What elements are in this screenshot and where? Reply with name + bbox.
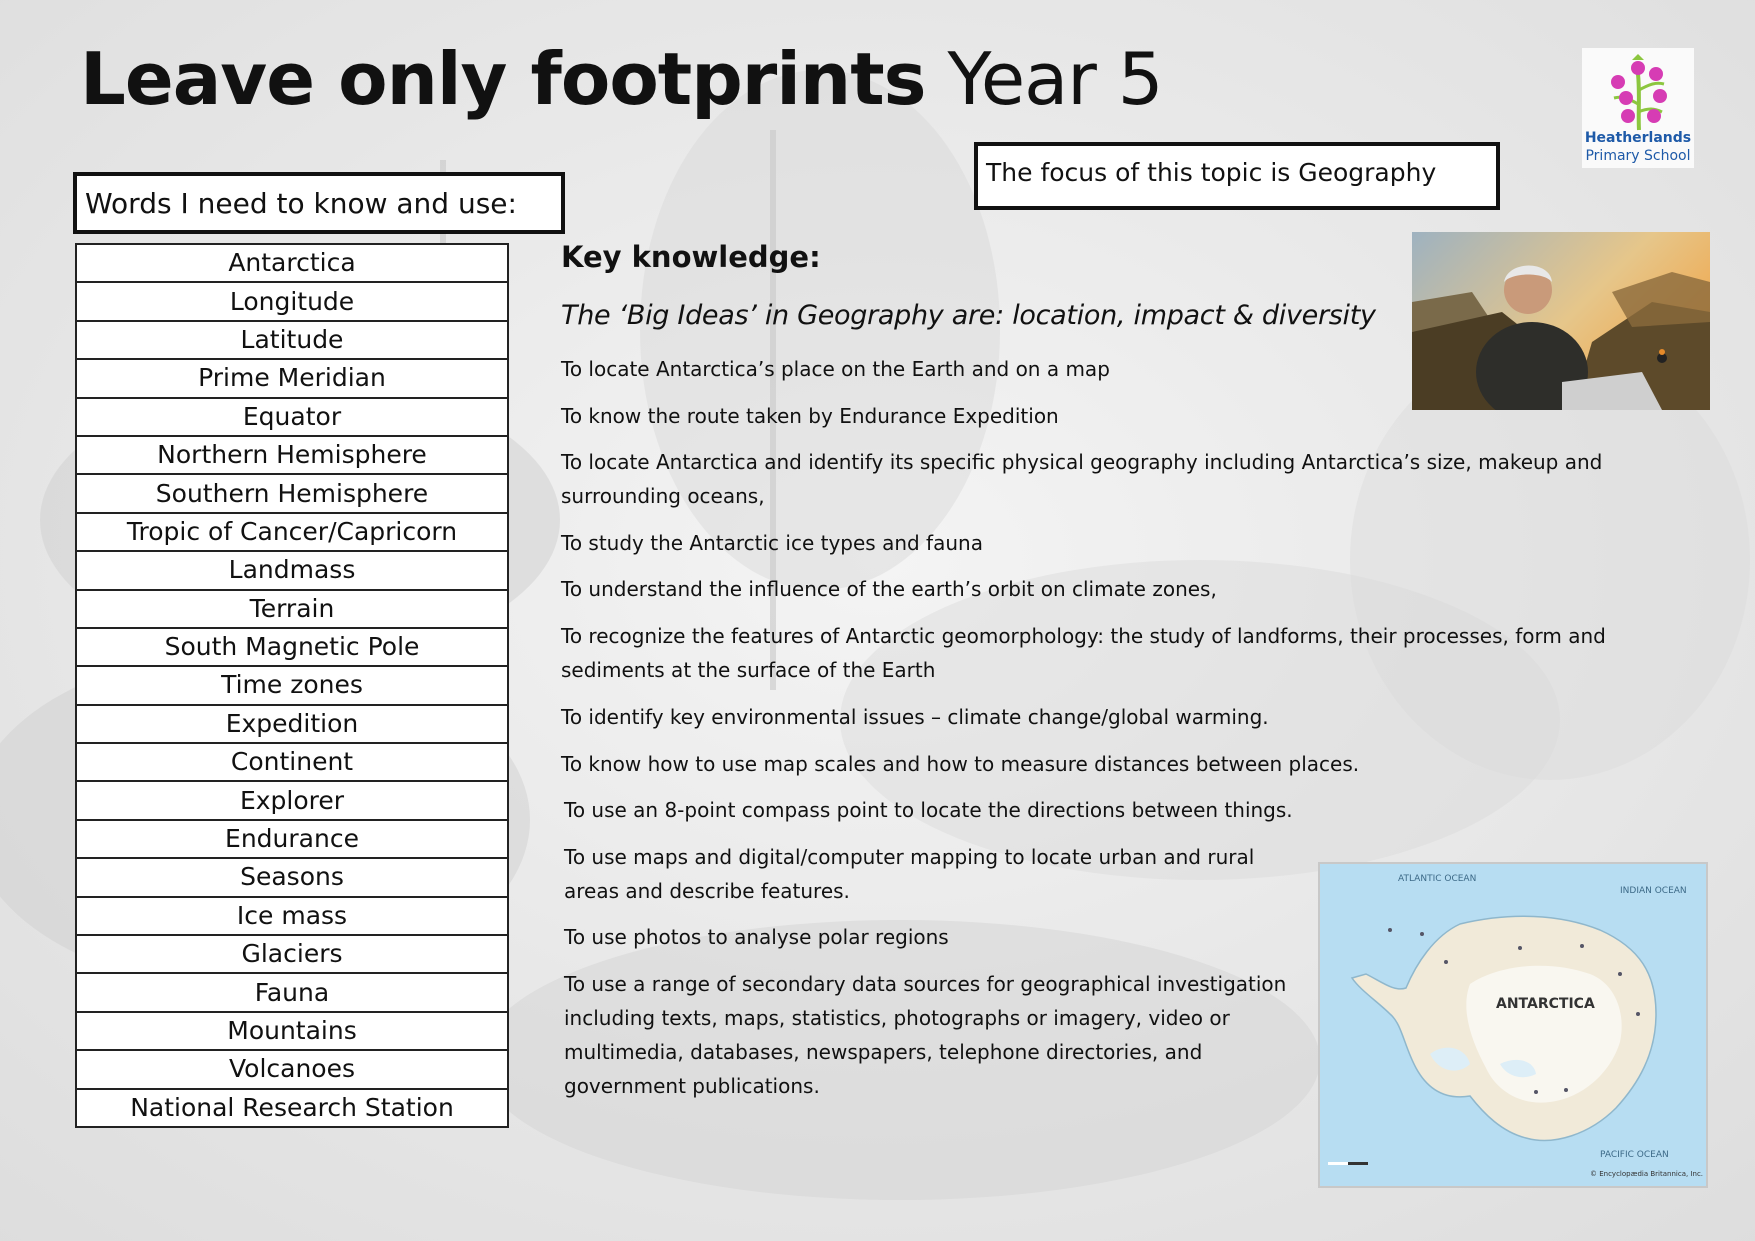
vocabulary-table (75, 243, 509, 1128)
objective: To recognize the features of Antarctic geomorphology: the study of landforms, their processes, form and sediments at the surface of the Earth (561, 624, 1606, 682)
vocabulary-word: Time zones (76, 666, 508, 704)
tree-icon (1604, 52, 1674, 132)
logo-name: Heatherlands (1584, 130, 1692, 146)
objective: To study the Antarctic ice types and fauna (561, 531, 983, 555)
vocabulary-word: National Research Station (76, 1089, 508, 1127)
school-logo (1582, 48, 1694, 168)
big-ideas: The ‘Big Ideas’ in Geography are: location, impact & diversity (561, 300, 1376, 331)
objective: To locate Antarctica’s place on the Earth and on a map (561, 357, 1110, 381)
vocabulary-heading: Words I need to know and use: (73, 172, 565, 234)
vocabulary-row (76, 436, 508, 474)
objective: To locate Antarctica and identify its specific physical geography including Antarctica’s size, makeup and surrounding oceans, (561, 450, 1603, 508)
vocabulary-word: Northern Hemisphere (76, 436, 508, 474)
vocabulary-row (76, 1089, 508, 1127)
vocabulary-word: Longitude (76, 282, 508, 320)
map-label-atlantic: ATLANTIC OCEAN (1398, 874, 1477, 884)
key-knowledge-heading: Key knowledge: (561, 240, 821, 274)
topic-focus-box: The focus of this topic is Geography (974, 142, 1500, 210)
vocabulary-row (76, 666, 508, 704)
vocabulary-row (76, 781, 508, 819)
map-label-indian: INDIAN OCEAN (1620, 886, 1687, 896)
objective: To use photos to analyse polar regions (564, 925, 949, 949)
vocabulary-word: Ice mass (76, 897, 508, 935)
vocabulary-word: Latitude (76, 321, 508, 359)
vocabulary-row (76, 935, 508, 973)
objective: To use a range of secondary data sources for geographical investigation including texts, maps, statistics, photographs or imagery, video or multimedia, databases, newspapers, telephone directories, and government publications. (564, 972, 1287, 1098)
map-title: ANTARCTICA (1496, 996, 1595, 1012)
vocabulary-word: Expedition (76, 705, 508, 743)
vocabulary-word: Antarctica (76, 244, 508, 282)
vocabulary-word: Explorer (76, 781, 508, 819)
vocabulary-word: Terrain (76, 590, 508, 628)
title-year: Year 5 (947, 37, 1163, 121)
vocabulary-row (76, 398, 508, 436)
vocabulary-row (76, 359, 508, 397)
title-main: Leave only footprints (80, 37, 926, 121)
antarctica-map (1318, 862, 1708, 1188)
objective: To use maps and digital/computer mapping to locate urban and rural areas and describe features. (564, 845, 1255, 903)
vocabulary-word: Glaciers (76, 935, 508, 973)
vocabulary-word: Continent (76, 743, 508, 781)
vocabulary-row (76, 1012, 508, 1050)
vocabulary-row (76, 1050, 508, 1088)
vocabulary-row (76, 551, 508, 589)
vocabulary-row (76, 743, 508, 781)
vocabulary-row (76, 858, 508, 896)
vocabulary-word: Southern Hemisphere (76, 474, 508, 512)
vocabulary-row (76, 820, 508, 858)
objective: To understand the influence of the earth’s orbit on climate zones, (561, 577, 1217, 601)
vocabulary-row (76, 244, 508, 282)
vocabulary-row (76, 282, 508, 320)
vocabulary-row (76, 513, 508, 551)
page-title (80, 34, 1163, 124)
vocabulary-word: Seasons (76, 858, 508, 896)
vocabulary-word: Equator (76, 398, 508, 436)
map-label-pacific: PACIFIC OCEAN (1600, 1150, 1669, 1160)
vocabulary-row (76, 897, 508, 935)
vocabulary-word: Endurance (76, 820, 508, 858)
vocabulary-row (76, 590, 508, 628)
vocabulary-row (76, 973, 508, 1011)
vocabulary-row (76, 628, 508, 666)
objective: To identify key environmental issues – climate change/global warming. (561, 705, 1269, 729)
vocabulary-word: Fauna (76, 973, 508, 1011)
vocabulary-word: Volcanoes (76, 1050, 508, 1088)
vocabulary-word: Landmass (76, 551, 508, 589)
map-copyright: © Encyclopædia Britannica, Inc. (1590, 1170, 1704, 1178)
vocabulary-word: Tropic of Cancer/Capricorn (76, 513, 508, 551)
vocabulary-row (76, 705, 508, 743)
vocabulary-word: South Magnetic Pole (76, 628, 508, 666)
presenter-photo (1412, 232, 1710, 410)
objective: To know how to use map scales and how to measure distances between places. (561, 752, 1360, 776)
vocabulary-word: Mountains (76, 1012, 508, 1050)
logo-subtitle: Primary School (1585, 148, 1691, 164)
vocabulary-row (76, 321, 508, 359)
vocabulary-row (76, 474, 508, 512)
objective: To use an 8-point compass point to locate the directions between things. (564, 798, 1293, 822)
vocabulary-word: Prime Meridian (76, 359, 508, 397)
objective: To know the route taken by Endurance Expedition (561, 404, 1059, 428)
